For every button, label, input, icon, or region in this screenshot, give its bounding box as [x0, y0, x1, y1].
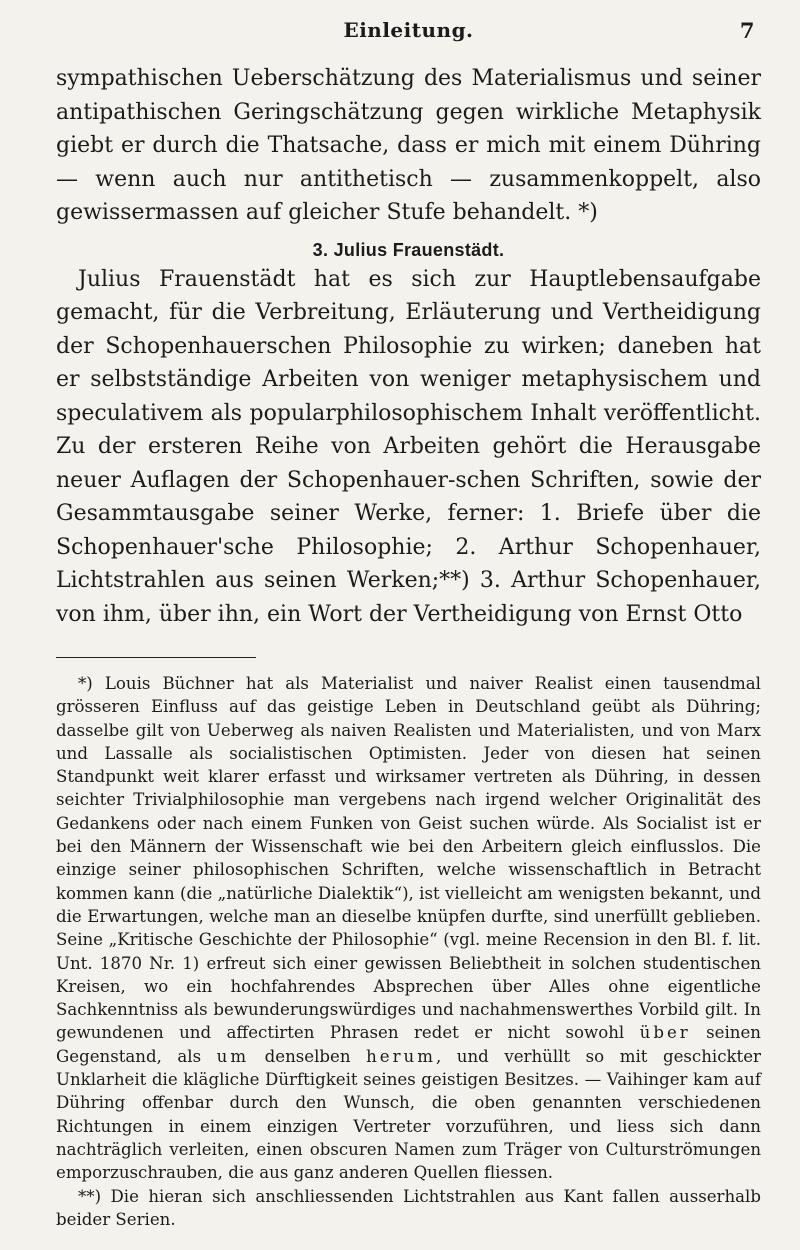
running-title: Einleitung. [343, 18, 474, 42]
footnote-1-text-b: seinen Gegenstand, als [56, 1023, 761, 1066]
section-heading: 3. Julius Frauenstädt. [312, 239, 505, 260]
footnote-divider [56, 657, 256, 658]
footnote-1-spaced-word-ueber: über [639, 1023, 691, 1043]
footnote-2: **) Die hieran sich anschliessenden Lichtstrahlen aus Kant fallen ausserhalb beider Serien. [56, 1186, 761, 1229]
footnote-1-text-c: denselben [264, 1046, 351, 1066]
footnote-1-spaced-word-herum: herum [366, 1046, 436, 1066]
page-number: 7 [739, 18, 755, 43]
footnote-1 [56, 672, 761, 1185]
paragraph-frauenstaedt: Julius Frauenstädt hat es sich zur Hauptlebensaufgabe gemacht, für die Verbreitung, Erläuterung und Vertheidigung der Schopenhauerschen Philosophie zu wirken; daneben hat er selbstständige Arbeiten von weniger metaphysischem und speculativem als popularphilosophischem Inhalt veröffentlicht. Zu der ersteren Reihe von Arbeiten gehört die Herausgabe neuer Auflagen der Schopenhauer-schen Schriften, sowie der Gesammtausgabe seiner Werke, ferner: 1. Briefe über die Schopenhauer'sche Philosophie; 2. Arthur Schopenhauer, Lichtstrahlen aus seinen Werken;**) 3. Arthur Schopenhauer, von ihm, über ihn, ein Wort der Vertheidigung von Ernst Otto [56, 266, 761, 627]
footnote-1-text-a: *) Louis Büchner hat als Materialist und naiver Realist einen tausendmal grösseren Einfluss auf das geistige Leben in Deutschland geübt als Dühring; dasselbe gilt von Ueberweg als naiven Realisten und Materialisten, und von Marx und Lassalle als socialistischen Optimisten. Jeder von diesen hat seinen Standpunkt weit klarer erfasst und wirksamer vertreten als Dühring, in dessen seichter Trivialphilosophie man vergebens nach irgend welcher Originalität des Gedankens oder nach einem Funken von Geist suchen würde. Als Socialist ist er bei den Männern der Wissenschaft wie bei den Arbeitern gleich einflusslos. Die einzige seiner philosophischen Schriften, welche wissenschaftlich in Betracht kommen kann (die „natürliche Dialektik“), ist vielleicht am wenigsten bekannt, und die Erwartungen, welche man an dieselbe knüpfen durfte, sind unerfüllt geblieben. Seine „Kritische Geschichte der Philosophie“ (vgl. meine Recension in den Bl. f. lit. Unt. 1870 Nr. 1) erfreut sich einer gewissen Beliebtheit in solchen studentischen Kreisen, wo ein hochfahrendes Absprechen über Alles ohne eigentliche Sachkenntniss als bewunderungswürdiges und nachahmenswerthes Vorbild gilt. In gewundenen und affectirten Phrasen redet er nicht sowohl [56, 674, 761, 1043]
footnote-1-spaced-word-um: um [216, 1046, 250, 1066]
footnote-1-text-d: , und verhüllt so mit geschickter Unklarheit die klägliche Dürftigkeit seines geistigen Besitzes. — Vaihinger kam auf Dühring offenbar durch den Wunsch, die oben genannten verschiedenen Richtungen in einem einzigen Vertreter vorzuführen, und liess sich dann nachträglich verleiten, einen obscuren Namen zum Träger von Culturströmungen emporzuschrauben, die aus ganz anderen Quellen fliessen. [56, 1046, 761, 1183]
book-page [56, 14, 761, 1239]
running-header [56, 14, 761, 54]
paragraph-continuation: sympathischen Ueberschätzung des Materialismus und seiner antipathischen Geringschätzung gegen wirkliche Metaphysik giebt er durch die Thatsache, dass er mich mit einem Dühring — wenn auch nur antithetisch — zusammenkoppelt, also gewissermassen auf gleicher Stufe behandelt. *) [56, 66, 761, 225]
